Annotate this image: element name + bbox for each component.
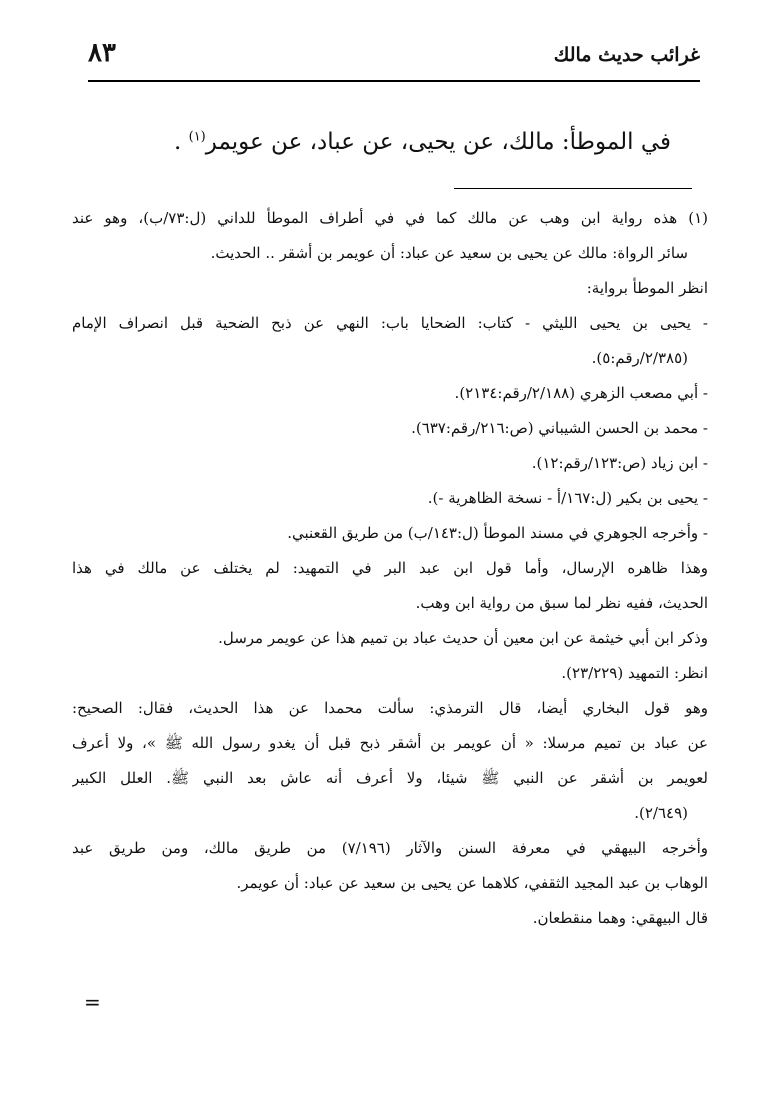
- footnote-line: - محمد بن الحسن الشيباني (ص:٢١٦/رقم:٦٣٧).: [411, 419, 708, 437]
- running-title: غرائب حديث مالك: [553, 44, 700, 66]
- footnote-line: قال البيهقي: وهما منقطعان.: [532, 909, 708, 927]
- footnote-line: (٢/٣٨٥/رقم:٥).: [591, 349, 688, 367]
- footnote-line: - وأخرجه الجوهري في مسند الموطأ (ل:١٤٣/ب) من طريق القعنبي.: [287, 524, 708, 542]
- footnote-line: سائر الرواة: مالك عن يحيى بن سعيد عن عباد: أن عويمر بن أشقر .. الحديث.: [210, 244, 688, 262]
- main-text: [71, 122, 671, 162]
- footnote-line: وهو قول البخاري أيضا، قال الترمذي: سألت محمدا عن هذا الحديث، فقال: الصحيح:: [72, 699, 708, 717]
- main-text-end: .: [173, 129, 189, 155]
- footnote-line: (١) هذه رواية ابن وهب عن مالك كما في في أطراف الموطأ للداني (ل:٧٣/ب)، وهو عند: [72, 209, 708, 227]
- footnote-line: وأخرجه البيهقي في معرفة السنن والآثار (٧/١٩٦) من طريق مالك، ومن طريق عبد: [72, 839, 708, 857]
- footnote-line: عن عباد بن تميم مرسلا: « أن عويمر بن أشقر ذبح قبل أن يغدو رسول الله ﷺ »، ولا أعرف: [72, 734, 708, 752]
- footnote-line: وهذا ظاهره الإرسال، وأما قول ابن عبد البر في التمهيد: لم يختلف عن مالك في هذا: [72, 559, 708, 577]
- footnote-line: انظر: التمهيد (٢٣/٢٢٩).: [561, 664, 708, 682]
- footnote-line: - يحيى بن يحيى الليثي - كتاب: الضحايا باب: النهي عن ذبح الضحية قبل انصراف الإمام: [72, 314, 708, 332]
- footnote-line: - يحيى بن بكير (ل:١٦٧/أ - نسخة الظاهرية -).: [427, 489, 708, 507]
- footnote-line: لعويمر بن أشقر عن النبي ﷺ شيئا، ولا أعرف أنه عاش بعد النبي ﷺ. العلل الكبير: [72, 769, 708, 787]
- continuation-mark: =: [84, 990, 101, 1014]
- footnote-marker: (١): [188, 129, 206, 145]
- footnote-separator: [454, 188, 692, 189]
- footnote-line: (٢/٦٤٩).: [634, 804, 688, 822]
- footnotes: [72, 201, 708, 936]
- footnote-line: - ابن زياد (ص:١٢٣/رقم:١٢).: [531, 454, 708, 472]
- page-number: ٨٣: [88, 38, 116, 68]
- footnote-line: وذكر ابن أبي خيثمة عن ابن معين أن حديث عباد بن تميم هذا عن عويمر مرسل.: [218, 629, 708, 647]
- footnote-line: انظر الموطأ برواية:: [586, 279, 708, 297]
- footnote-line: - أبي مصعب الزهري (٢/١٨٨/رقم:٢١٣٤).: [454, 384, 708, 402]
- footnote-line: الحديث، ففيه نظر لما سبق من رواية ابن وهب.: [415, 594, 708, 612]
- header-rule: [88, 80, 700, 82]
- main-text-body: في الموطأ: مالك، عن يحيى، عن عباد، عن عويمر: [205, 129, 671, 155]
- running-header: [88, 38, 700, 78]
- footnote-line: الوهاب بن عبد المجيد الثقفي، كلاهما عن يحيى بن سعيد عن عباد: أن عويمر.: [236, 874, 708, 892]
